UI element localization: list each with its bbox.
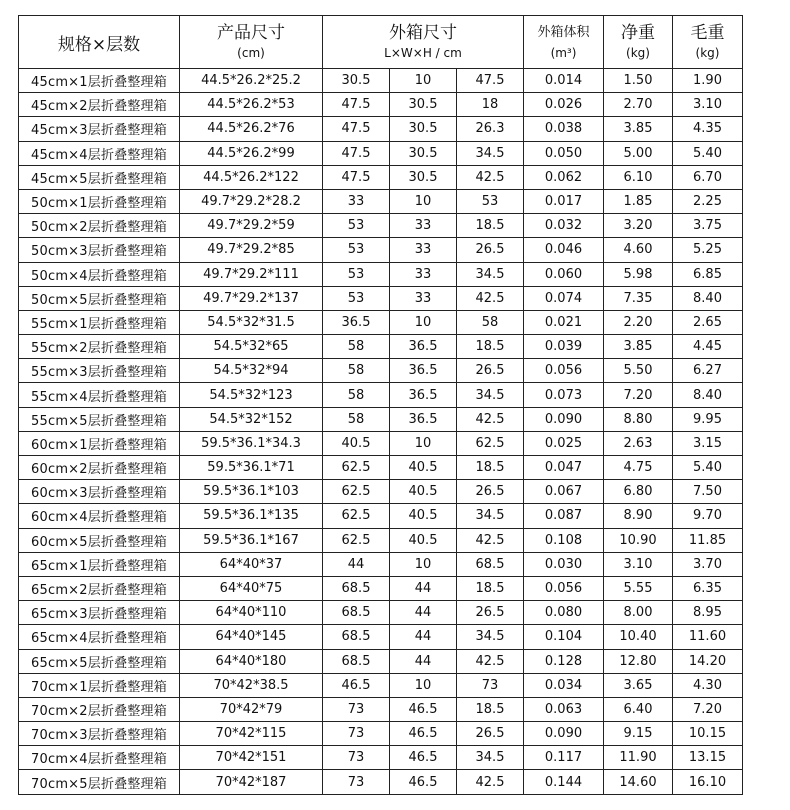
outer-height-cell: 26.3 bbox=[457, 117, 524, 141]
table-row bbox=[19, 431, 743, 455]
product-size-cell: 49.7*29.2*111 bbox=[180, 262, 323, 286]
product-size-cell: 54.5*32*65 bbox=[180, 335, 323, 359]
spec-cell: 45cm×4层折叠整理箱 bbox=[19, 141, 180, 165]
spec-cell: 70cm×1层折叠整理箱 bbox=[19, 673, 180, 697]
outer-length-cell: 40.5 bbox=[323, 431, 390, 455]
header-row bbox=[19, 16, 743, 69]
gross-weight-cell: 3.70 bbox=[673, 552, 743, 576]
volume-cell: 0.038 bbox=[524, 117, 604, 141]
gross-weight-cell: 4.35 bbox=[673, 117, 743, 141]
product-size-cell: 70*42*38.5 bbox=[180, 673, 323, 697]
outer-height-cell: 34.5 bbox=[457, 262, 524, 286]
product-size-cell: 54.5*32*123 bbox=[180, 383, 323, 407]
outer-length-cell: 58 bbox=[323, 407, 390, 431]
volume-cell: 0.056 bbox=[524, 576, 604, 600]
product-size-cell: 59.5*36.1*103 bbox=[180, 480, 323, 504]
outer-height-cell: 26.5 bbox=[457, 480, 524, 504]
volume-cell: 0.039 bbox=[524, 335, 604, 359]
volume-cell: 0.128 bbox=[524, 649, 604, 673]
table-row bbox=[19, 601, 743, 625]
table-row bbox=[19, 117, 743, 141]
outer-height-cell: 26.5 bbox=[457, 601, 524, 625]
product-size-cell: 70*42*115 bbox=[180, 722, 323, 746]
outer-length-cell: 68.5 bbox=[323, 601, 390, 625]
spec-cell: 55cm×2层折叠整理箱 bbox=[19, 335, 180, 359]
outer-length-cell: 53 bbox=[323, 214, 390, 238]
outer-length-cell: 68.5 bbox=[323, 576, 390, 600]
net-weight-cell: 14.60 bbox=[604, 770, 673, 794]
table-row bbox=[19, 359, 743, 383]
spec-cell: 65cm×4层折叠整理箱 bbox=[19, 625, 180, 649]
outer-length-cell: 73 bbox=[323, 746, 390, 770]
outer-width-cell: 40.5 bbox=[390, 480, 457, 504]
table-row bbox=[19, 407, 743, 431]
outer-width-cell: 44 bbox=[390, 625, 457, 649]
gross-weight-cell: 4.45 bbox=[673, 335, 743, 359]
product-size-cell: 70*42*151 bbox=[180, 746, 323, 770]
outer-width-cell: 46.5 bbox=[390, 770, 457, 794]
table-row bbox=[19, 697, 743, 721]
outer-length-cell: 53 bbox=[323, 286, 390, 310]
table-row bbox=[19, 746, 743, 770]
outer-length-cell: 58 bbox=[323, 359, 390, 383]
outer-height-cell: 42.5 bbox=[457, 165, 524, 189]
net-weight-cell: 4.60 bbox=[604, 238, 673, 262]
volume-cell: 0.026 bbox=[524, 93, 604, 117]
volume-cell: 0.108 bbox=[524, 528, 604, 552]
net-weight-cell: 1.50 bbox=[604, 69, 673, 93]
outer-width-cell: 46.5 bbox=[390, 697, 457, 721]
volume-cell: 0.050 bbox=[524, 141, 604, 165]
spec-cell: 70cm×4层折叠整理箱 bbox=[19, 746, 180, 770]
outer-length-cell: 47.5 bbox=[323, 117, 390, 141]
outer-width-cell: 30.5 bbox=[390, 93, 457, 117]
product-size-cell: 70*42*79 bbox=[180, 697, 323, 721]
table-row bbox=[19, 504, 743, 528]
outer-width-cell: 30.5 bbox=[390, 117, 457, 141]
outer-height-cell: 62.5 bbox=[457, 431, 524, 455]
outer-length-cell: 47.5 bbox=[323, 165, 390, 189]
header-spec bbox=[19, 16, 180, 69]
net-weight-cell: 10.90 bbox=[604, 528, 673, 552]
spec-cell: 65cm×1层折叠整理箱 bbox=[19, 552, 180, 576]
gross-weight-cell: 7.50 bbox=[673, 480, 743, 504]
net-weight-cell: 5.98 bbox=[604, 262, 673, 286]
outer-width-cell: 10 bbox=[390, 552, 457, 576]
outer-length-cell: 68.5 bbox=[323, 649, 390, 673]
table-row bbox=[19, 93, 743, 117]
outer-width-cell: 44 bbox=[390, 601, 457, 625]
header-net-weight bbox=[604, 16, 673, 69]
table-body bbox=[19, 69, 743, 795]
net-weight-cell: 2.63 bbox=[604, 431, 673, 455]
outer-length-cell: 47.5 bbox=[323, 93, 390, 117]
product-size-cell: 64*40*110 bbox=[180, 601, 323, 625]
outer-height-cell: 26.5 bbox=[457, 359, 524, 383]
outer-height-cell: 18.5 bbox=[457, 335, 524, 359]
spec-cell: 65cm×2层折叠整理箱 bbox=[19, 576, 180, 600]
outer-height-cell: 18.5 bbox=[457, 214, 524, 238]
table-row bbox=[19, 286, 743, 310]
net-weight-cell: 8.00 bbox=[604, 601, 673, 625]
net-weight-cell: 8.90 bbox=[604, 504, 673, 528]
spec-cell: 60cm×2层折叠整理箱 bbox=[19, 456, 180, 480]
product-size-cell: 49.7*29.2*59 bbox=[180, 214, 323, 238]
outer-height-cell: 42.5 bbox=[457, 407, 524, 431]
outer-length-cell: 73 bbox=[323, 722, 390, 746]
gross-weight-cell: 7.20 bbox=[673, 697, 743, 721]
outer-height-cell: 47.5 bbox=[457, 69, 524, 93]
net-weight-cell: 3.85 bbox=[604, 335, 673, 359]
outer-length-cell: 47.5 bbox=[323, 141, 390, 165]
spec-table bbox=[18, 15, 743, 795]
spec-cell: 60cm×1层折叠整理箱 bbox=[19, 431, 180, 455]
spec-cell: 50cm×5层折叠整理箱 bbox=[19, 286, 180, 310]
net-weight-cell: 2.70 bbox=[604, 93, 673, 117]
outer-length-cell: 62.5 bbox=[323, 456, 390, 480]
product-size-cell: 59.5*36.1*167 bbox=[180, 528, 323, 552]
product-size-cell: 54.5*32*152 bbox=[180, 407, 323, 431]
table-row bbox=[19, 262, 743, 286]
gross-weight-cell: 14.20 bbox=[673, 649, 743, 673]
outer-height-cell: 68.5 bbox=[457, 552, 524, 576]
outer-width-cell: 44 bbox=[390, 649, 457, 673]
outer-length-cell: 62.5 bbox=[323, 504, 390, 528]
volume-cell: 0.034 bbox=[524, 673, 604, 697]
header-product-size bbox=[180, 16, 323, 69]
header-gross-weight-label: 毛重 bbox=[690, 23, 725, 43]
net-weight-cell: 5.50 bbox=[604, 359, 673, 383]
product-size-cell: 44.5*26.2*99 bbox=[180, 141, 323, 165]
outer-width-cell: 36.5 bbox=[390, 383, 457, 407]
header-spec-label: 规格×层数 bbox=[57, 34, 141, 55]
outer-width-cell: 40.5 bbox=[390, 528, 457, 552]
outer-width-cell: 10 bbox=[390, 189, 457, 213]
gross-weight-cell: 4.30 bbox=[673, 673, 743, 697]
gross-weight-cell: 2.25 bbox=[673, 189, 743, 213]
gross-weight-cell: 3.10 bbox=[673, 93, 743, 117]
volume-cell: 0.062 bbox=[524, 165, 604, 189]
spec-cell: 50cm×4层折叠整理箱 bbox=[19, 262, 180, 286]
net-weight-cell: 5.55 bbox=[604, 576, 673, 600]
table-row bbox=[19, 214, 743, 238]
outer-height-cell: 34.5 bbox=[457, 746, 524, 770]
outer-height-cell: 34.5 bbox=[457, 625, 524, 649]
header-outer-box-size-label: 外箱尺寸 bbox=[389, 23, 457, 43]
outer-height-cell: 18.5 bbox=[457, 697, 524, 721]
spec-cell: 70cm×2层折叠整理箱 bbox=[19, 697, 180, 721]
volume-cell: 0.063 bbox=[524, 697, 604, 721]
gross-weight-cell: 8.95 bbox=[673, 601, 743, 625]
table-row bbox=[19, 335, 743, 359]
header-gross-weight bbox=[673, 16, 743, 69]
net-weight-cell: 3.20 bbox=[604, 214, 673, 238]
net-weight-cell: 8.80 bbox=[604, 407, 673, 431]
net-weight-cell: 3.65 bbox=[604, 673, 673, 697]
outer-width-cell: 40.5 bbox=[390, 504, 457, 528]
outer-height-cell: 42.5 bbox=[457, 528, 524, 552]
outer-width-cell: 36.5 bbox=[390, 359, 457, 383]
header-product-size-label: 产品尺寸 bbox=[217, 23, 285, 43]
table-row bbox=[19, 673, 743, 697]
outer-height-cell: 34.5 bbox=[457, 383, 524, 407]
net-weight-cell: 11.90 bbox=[604, 746, 673, 770]
product-size-cell: 64*40*37 bbox=[180, 552, 323, 576]
outer-width-cell: 46.5 bbox=[390, 746, 457, 770]
table-row bbox=[19, 456, 743, 480]
table-row bbox=[19, 576, 743, 600]
net-weight-cell: 12.80 bbox=[604, 649, 673, 673]
gross-weight-cell: 5.40 bbox=[673, 141, 743, 165]
net-weight-cell: 3.85 bbox=[604, 117, 673, 141]
spec-cell: 50cm×2层折叠整理箱 bbox=[19, 214, 180, 238]
net-weight-cell: 5.00 bbox=[604, 141, 673, 165]
outer-width-cell: 33 bbox=[390, 262, 457, 286]
header-outer-box-volume bbox=[524, 16, 604, 69]
outer-width-cell: 36.5 bbox=[390, 407, 457, 431]
volume-cell: 0.087 bbox=[524, 504, 604, 528]
product-size-cell: 64*40*145 bbox=[180, 625, 323, 649]
product-size-cell: 44.5*26.2*76 bbox=[180, 117, 323, 141]
header-gross-weight-unit: (kg) bbox=[695, 46, 720, 60]
outer-height-cell: 34.5 bbox=[457, 504, 524, 528]
outer-length-cell: 58 bbox=[323, 335, 390, 359]
volume-cell: 0.080 bbox=[524, 601, 604, 625]
outer-width-cell: 36.5 bbox=[390, 335, 457, 359]
outer-length-cell: 44 bbox=[323, 552, 390, 576]
spec-cell: 60cm×3层折叠整理箱 bbox=[19, 480, 180, 504]
outer-length-cell: 53 bbox=[323, 238, 390, 262]
table-row bbox=[19, 480, 743, 504]
outer-height-cell: 18.5 bbox=[457, 456, 524, 480]
outer-height-cell: 26.5 bbox=[457, 722, 524, 746]
volume-cell: 0.074 bbox=[524, 286, 604, 310]
product-size-cell: 44.5*26.2*122 bbox=[180, 165, 323, 189]
product-size-cell: 49.7*29.2*85 bbox=[180, 238, 323, 262]
spec-cell: 50cm×3层折叠整理箱 bbox=[19, 238, 180, 262]
gross-weight-cell: 6.35 bbox=[673, 576, 743, 600]
outer-length-cell: 53 bbox=[323, 262, 390, 286]
outer-length-cell: 30.5 bbox=[323, 69, 390, 93]
spec-cell: 45cm×3层折叠整理箱 bbox=[19, 117, 180, 141]
product-size-cell: 44.5*26.2*25.2 bbox=[180, 69, 323, 93]
gross-weight-cell: 9.95 bbox=[673, 407, 743, 431]
net-weight-cell: 6.80 bbox=[604, 480, 673, 504]
net-weight-cell: 3.10 bbox=[604, 552, 673, 576]
table-row bbox=[19, 69, 743, 93]
outer-length-cell: 73 bbox=[323, 770, 390, 794]
spec-cell: 65cm×5层折叠整理箱 bbox=[19, 649, 180, 673]
outer-width-cell: 30.5 bbox=[390, 165, 457, 189]
outer-height-cell: 53 bbox=[457, 189, 524, 213]
gross-weight-cell: 6.70 bbox=[673, 165, 743, 189]
table-row bbox=[19, 310, 743, 334]
gross-weight-cell: 10.15 bbox=[673, 722, 743, 746]
volume-cell: 0.117 bbox=[524, 746, 604, 770]
product-size-cell: 59.5*36.1*71 bbox=[180, 456, 323, 480]
product-size-cell: 49.7*29.2*137 bbox=[180, 286, 323, 310]
outer-length-cell: 46.5 bbox=[323, 673, 390, 697]
outer-length-cell: 62.5 bbox=[323, 528, 390, 552]
outer-width-cell: 10 bbox=[390, 673, 457, 697]
volume-cell: 0.056 bbox=[524, 359, 604, 383]
net-weight-cell: 1.85 bbox=[604, 189, 673, 213]
product-size-cell: 59.5*36.1*135 bbox=[180, 504, 323, 528]
product-size-cell: 64*40*75 bbox=[180, 576, 323, 600]
outer-length-cell: 73 bbox=[323, 697, 390, 721]
header-net-weight-unit: (kg) bbox=[626, 46, 650, 60]
table-row bbox=[19, 528, 743, 552]
outer-width-cell: 33 bbox=[390, 286, 457, 310]
table-row bbox=[19, 189, 743, 213]
net-weight-cell: 7.35 bbox=[604, 286, 673, 310]
gross-weight-cell: 1.90 bbox=[673, 69, 743, 93]
outer-width-cell: 33 bbox=[390, 214, 457, 238]
gross-weight-cell: 5.25 bbox=[673, 238, 743, 262]
outer-height-cell: 34.5 bbox=[457, 141, 524, 165]
volume-cell: 0.017 bbox=[524, 189, 604, 213]
net-weight-cell: 4.75 bbox=[604, 456, 673, 480]
net-weight-cell: 6.10 bbox=[604, 165, 673, 189]
outer-length-cell: 62.5 bbox=[323, 480, 390, 504]
spec-cell: 60cm×5层折叠整理箱 bbox=[19, 528, 180, 552]
outer-length-cell: 68.5 bbox=[323, 625, 390, 649]
gross-weight-cell: 5.40 bbox=[673, 456, 743, 480]
table-row bbox=[19, 722, 743, 746]
spec-cell: 45cm×5层折叠整理箱 bbox=[19, 165, 180, 189]
header-outer-box-volume-unit: (m³) bbox=[550, 46, 577, 60]
volume-cell: 0.144 bbox=[524, 770, 604, 794]
gross-weight-cell: 13.15 bbox=[673, 746, 743, 770]
spec-cell: 70cm×5层折叠整理箱 bbox=[19, 770, 180, 794]
product-size-cell: 54.5*32*94 bbox=[180, 359, 323, 383]
outer-width-cell: 33 bbox=[390, 238, 457, 262]
gross-weight-cell: 11.85 bbox=[673, 528, 743, 552]
gross-weight-cell: 6.27 bbox=[673, 359, 743, 383]
product-size-cell: 70*42*187 bbox=[180, 770, 323, 794]
spec-cell: 60cm×4层折叠整理箱 bbox=[19, 504, 180, 528]
header-outer-box-volume-label: 外箱体积 bbox=[537, 25, 590, 40]
net-weight-cell: 10.40 bbox=[604, 625, 673, 649]
volume-cell: 0.025 bbox=[524, 431, 604, 455]
outer-width-cell: 30.5 bbox=[390, 141, 457, 165]
product-size-cell: 49.7*29.2*28.2 bbox=[180, 189, 323, 213]
outer-length-cell: 36.5 bbox=[323, 310, 390, 334]
volume-cell: 0.014 bbox=[524, 69, 604, 93]
gross-weight-cell: 6.85 bbox=[673, 262, 743, 286]
net-weight-cell: 9.15 bbox=[604, 722, 673, 746]
table-row bbox=[19, 383, 743, 407]
gross-weight-cell: 9.70 bbox=[673, 504, 743, 528]
outer-height-cell: 42.5 bbox=[457, 770, 524, 794]
volume-cell: 0.090 bbox=[524, 722, 604, 746]
spec-cell: 55cm×3层折叠整理箱 bbox=[19, 359, 180, 383]
volume-cell: 0.060 bbox=[524, 262, 604, 286]
product-size-cell: 54.5*32*31.5 bbox=[180, 310, 323, 334]
volume-cell: 0.021 bbox=[524, 310, 604, 334]
table-row bbox=[19, 165, 743, 189]
volume-cell: 0.073 bbox=[524, 383, 604, 407]
outer-length-cell: 33 bbox=[323, 189, 390, 213]
outer-width-cell: 46.5 bbox=[390, 722, 457, 746]
product-size-cell: 44.5*26.2*53 bbox=[180, 93, 323, 117]
gross-weight-cell: 8.40 bbox=[673, 286, 743, 310]
header-outer-box-size bbox=[323, 16, 524, 69]
table-row bbox=[19, 552, 743, 576]
outer-width-cell: 10 bbox=[390, 310, 457, 334]
outer-height-cell: 42.5 bbox=[457, 649, 524, 673]
spec-cell: 55cm×1层折叠整理箱 bbox=[19, 310, 180, 334]
outer-width-cell: 44 bbox=[390, 576, 457, 600]
product-size-cell: 59.5*36.1*34.3 bbox=[180, 431, 323, 455]
volume-cell: 0.046 bbox=[524, 238, 604, 262]
volume-cell: 0.067 bbox=[524, 480, 604, 504]
outer-width-cell: 10 bbox=[390, 431, 457, 455]
gross-weight-cell: 11.60 bbox=[673, 625, 743, 649]
gross-weight-cell: 3.15 bbox=[673, 431, 743, 455]
outer-length-cell: 58 bbox=[323, 383, 390, 407]
table-row bbox=[19, 141, 743, 165]
gross-weight-cell: 2.65 bbox=[673, 310, 743, 334]
header-outer-box-size-unit: L×W×H / cm bbox=[384, 46, 462, 60]
spec-cell: 50cm×1层折叠整理箱 bbox=[19, 189, 180, 213]
table-row bbox=[19, 649, 743, 673]
product-size-cell: 64*40*180 bbox=[180, 649, 323, 673]
net-weight-cell: 6.40 bbox=[604, 697, 673, 721]
volume-cell: 0.032 bbox=[524, 214, 604, 238]
outer-height-cell: 42.5 bbox=[457, 286, 524, 310]
outer-height-cell: 26.5 bbox=[457, 238, 524, 262]
gross-weight-cell: 3.75 bbox=[673, 214, 743, 238]
table-row bbox=[19, 238, 743, 262]
outer-height-cell: 73 bbox=[457, 673, 524, 697]
volume-cell: 0.030 bbox=[524, 552, 604, 576]
volume-cell: 0.104 bbox=[524, 625, 604, 649]
header-product-size-unit: (cm) bbox=[237, 46, 265, 60]
outer-width-cell: 40.5 bbox=[390, 456, 457, 480]
spec-cell: 55cm×5层折叠整理箱 bbox=[19, 407, 180, 431]
outer-height-cell: 18 bbox=[457, 93, 524, 117]
volume-cell: 0.090 bbox=[524, 407, 604, 431]
spec-cell: 45cm×1层折叠整理箱 bbox=[19, 69, 180, 93]
gross-weight-cell: 8.40 bbox=[673, 383, 743, 407]
table-row bbox=[19, 625, 743, 649]
outer-width-cell: 10 bbox=[390, 69, 457, 93]
outer-height-cell: 58 bbox=[457, 310, 524, 334]
gross-weight-cell: 16.10 bbox=[673, 770, 743, 794]
net-weight-cell: 7.20 bbox=[604, 383, 673, 407]
spec-cell: 45cm×2层折叠整理箱 bbox=[19, 93, 180, 117]
volume-cell: 0.047 bbox=[524, 456, 604, 480]
table-row bbox=[19, 770, 743, 794]
net-weight-cell: 2.20 bbox=[604, 310, 673, 334]
spec-cell: 55cm×4层折叠整理箱 bbox=[19, 383, 180, 407]
spec-cell: 70cm×3层折叠整理箱 bbox=[19, 722, 180, 746]
header-net-weight-label: 净重 bbox=[621, 23, 655, 43]
outer-height-cell: 18.5 bbox=[457, 576, 524, 600]
spec-cell: 65cm×3层折叠整理箱 bbox=[19, 601, 180, 625]
